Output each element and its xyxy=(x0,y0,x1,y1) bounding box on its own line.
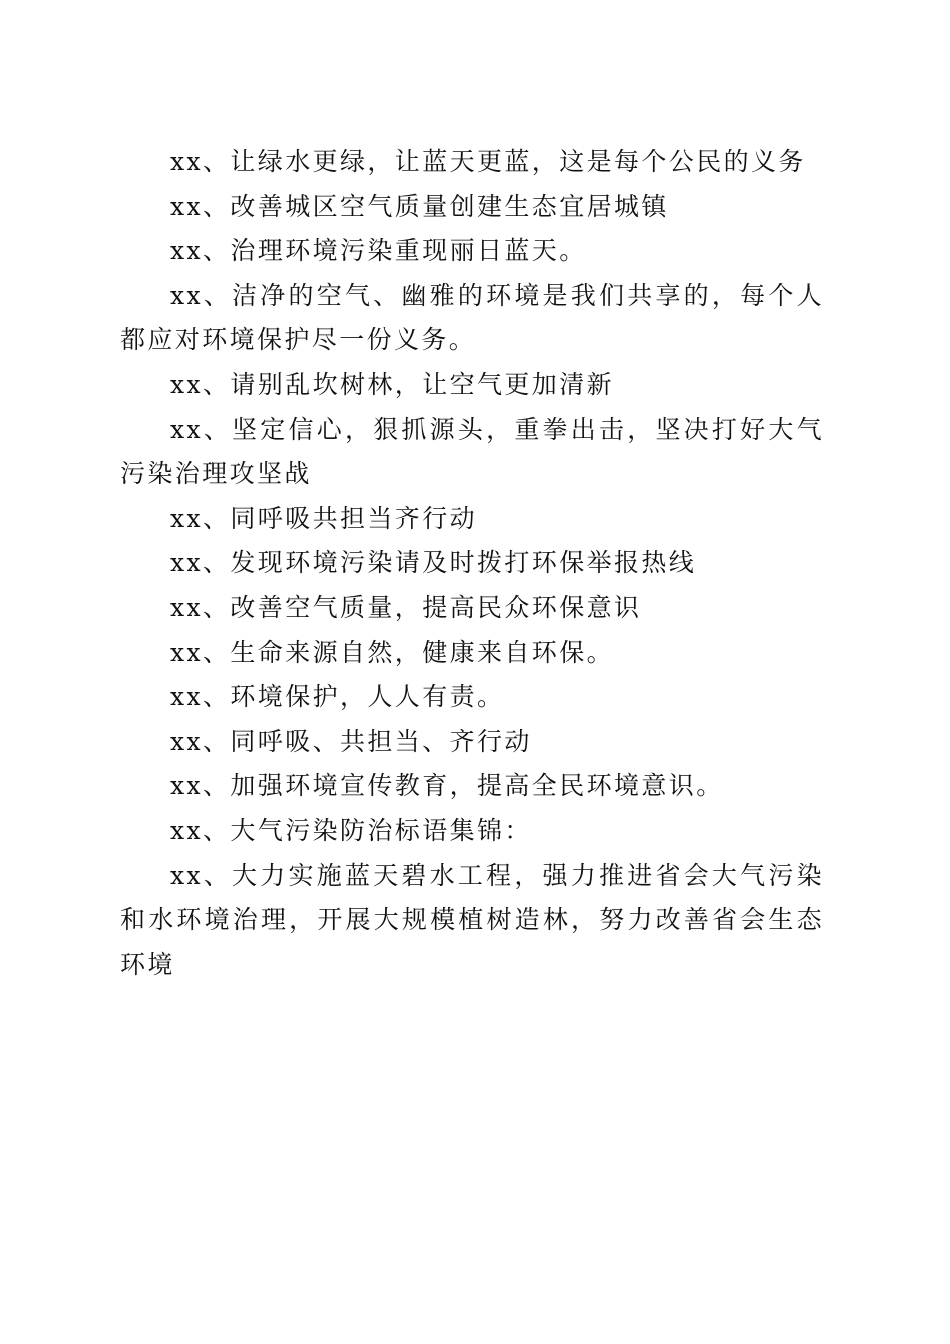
slogan-paragraph: xx、坚定信心，狠抓源头，重拳出击，坚决打好大气污染治理攻坚战 xyxy=(120,414,824,489)
slogan-paragraph: xx、洁净的空气、幽雅的环境是我们共享的，每个人都应对环境保护尽一份义务。 xyxy=(120,280,824,355)
slogan-paragraph: xx、请别乱坎树林，让空气更加清新 xyxy=(170,369,614,399)
slogan-paragraph: xx、生命来源自然，健康来自环保。 xyxy=(170,637,614,667)
slogan-paragraph: xx、大力实施蓝天碧水工程，强力推进省会大气污染和水环境治理，开展大规模植树造林，努力改善省会生态环境 xyxy=(120,860,824,979)
slogan-paragraph: xx、改善空气质量，提高民众环保意识 xyxy=(170,592,642,622)
slogan-paragraph: xx、治理环境污染重现丽日蓝天。 xyxy=(170,236,587,266)
slogan-paragraph: xx、大气污染防治标语集锦： xyxy=(170,815,532,845)
slogan-paragraph: xx、同呼吸、共担当、齐行动 xyxy=(170,726,532,756)
slogan-paragraph: xx、改善城区空气质量创建生态宜居城镇 xyxy=(170,191,669,221)
slogan-paragraph: xx、发现环境污染请及时拨打环保举报热线 xyxy=(170,548,697,578)
slogan-paragraph: xx、加强环境宣传教育，提高全民环境意识。 xyxy=(170,771,724,801)
slogan-paragraph: xx、同呼吸共担当齐行动 xyxy=(170,503,477,533)
document-body xyxy=(120,140,824,987)
slogan-paragraph: xx、环境保护，人人有责。 xyxy=(170,682,505,712)
slogan-paragraph: xx、让绿水更绿，让蓝天更蓝，这是每个公民的义务 xyxy=(170,147,806,176)
